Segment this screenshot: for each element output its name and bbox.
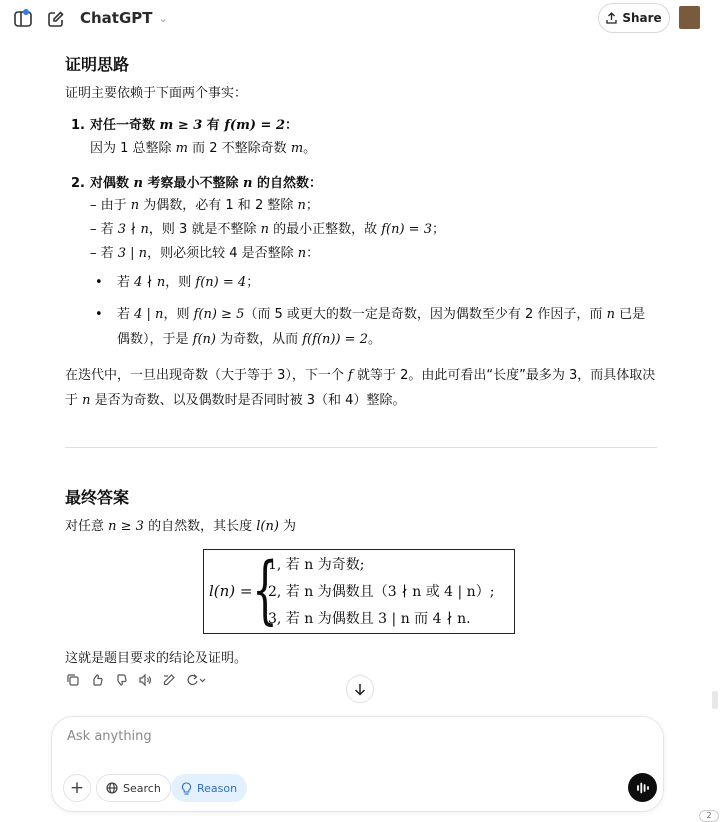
chevron-down-icon: ⌄ (158, 11, 168, 25)
new-chat-icon[interactable] (44, 8, 66, 30)
read-aloud-icon[interactable] (136, 671, 154, 689)
copy-icon[interactable] (64, 671, 82, 689)
formula-case-3: 3, 若 n 为偶数且 3 | n 而 4 ∤ n. (268, 611, 471, 627)
formula-case-1: 1, 若 n 为奇数; (268, 557, 365, 573)
model-selector[interactable] (80, 9, 168, 27)
list-number: 2. (71, 176, 85, 191)
proof-heading: 证明思路 (65, 55, 130, 74)
top-bar (0, 0, 720, 38)
final-answer-heading: 最终答案 (65, 488, 130, 507)
regenerate-icon[interactable] (184, 671, 208, 689)
edit-canvas-icon[interactable] (160, 671, 178, 689)
share-icon (606, 12, 617, 24)
item2-line-3: – 若 3 | n，则必须比较 4 是否整除 n： (90, 246, 320, 261)
formula-brace: { (252, 547, 278, 633)
conclusion-paragraph: 在迭代中，一旦出现奇数（大于等于 3），下一个 f 就等于 2。由此可看出“长度”最多为 3，而具体取决于 n 是否为奇数、以及偶数时是否同时被 3（和 4）整除。 (65, 368, 656, 408)
model-name: ChatGPT (80, 9, 153, 27)
attach-button[interactable] (63, 774, 91, 802)
item2-line-2: – 若 3 ∤ n，则 3 就是不整除 n 的最小正整数，故 f(n) = 3； (90, 222, 445, 237)
page-indicator: 2 (699, 810, 719, 822)
scrollbar-thumb[interactable] (712, 691, 718, 709)
formula-case-2: 2, 若 n 为偶数且（3 ∤ n 或 4 | n）; (268, 584, 495, 600)
assistant-message (65, 48, 657, 670)
scroll-down-button[interactable] (346, 675, 374, 703)
reason-button[interactable] (171, 774, 247, 802)
message-actions (64, 671, 208, 689)
voice-mode-button[interactable] (628, 773, 657, 802)
item1-reason: 因为 1 总整除 m 而 2 不整除奇数 m。 (90, 141, 317, 156)
item2-title: 对偶数 n 考察最小不整除 n 的自然数： (90, 176, 323, 191)
share-button[interactable] (598, 3, 670, 33)
item1-title: 对任一奇数 m ≥ 3 有 f(m) = 2： (90, 118, 298, 133)
share-label: Share (622, 11, 662, 25)
voice-waveform-icon (636, 782, 650, 794)
final-answer-intro: 对任意 n ≥ 3 的自然数，其长度 l(n) 为 (65, 519, 297, 534)
list-item-2 (65, 173, 657, 265)
thumbs-up-icon[interactable] (88, 671, 106, 689)
item2-line-1: – 由于 n 为偶数，必有 1 和 2 整除 n； (90, 198, 319, 213)
list-number: 1. (71, 118, 85, 133)
search-label: Search (123, 781, 161, 795)
list-item-1 (65, 115, 657, 160)
composer (51, 716, 664, 812)
answer-formula-box (203, 549, 515, 634)
arrow-down-icon (354, 683, 366, 696)
proof-intro: 证明主要依赖于下面两个事实： (65, 86, 248, 101)
divider (65, 447, 657, 448)
search-button[interactable] (96, 774, 171, 802)
notification-dot (23, 9, 29, 15)
avatar[interactable] (679, 6, 700, 29)
formula-lhs: l(n) = (209, 582, 253, 600)
plus-icon: + (69, 778, 85, 798)
lightbulb-icon (181, 782, 192, 795)
bullet-item-1: • 若 4 ∤ n，则 f(n) = 4； (65, 272, 657, 294)
bullet-item-2: • 若 4 | n，则 f(n) ≥ 5（而 5 或更大的数一定是奇数，因为偶数至少有 2 作因子，而 n 已是偶数），于是 f(n) 为奇数，从而 f(f(n)) = 2。 (65, 302, 657, 352)
globe-icon (106, 782, 118, 794)
thumbs-down-icon[interactable] (112, 671, 130, 689)
closing-text: 这就是题目要求的结论及证明。 (65, 651, 248, 666)
message-input[interactable]: Ask anything (67, 729, 152, 744)
reason-label: Reason (197, 781, 238, 795)
